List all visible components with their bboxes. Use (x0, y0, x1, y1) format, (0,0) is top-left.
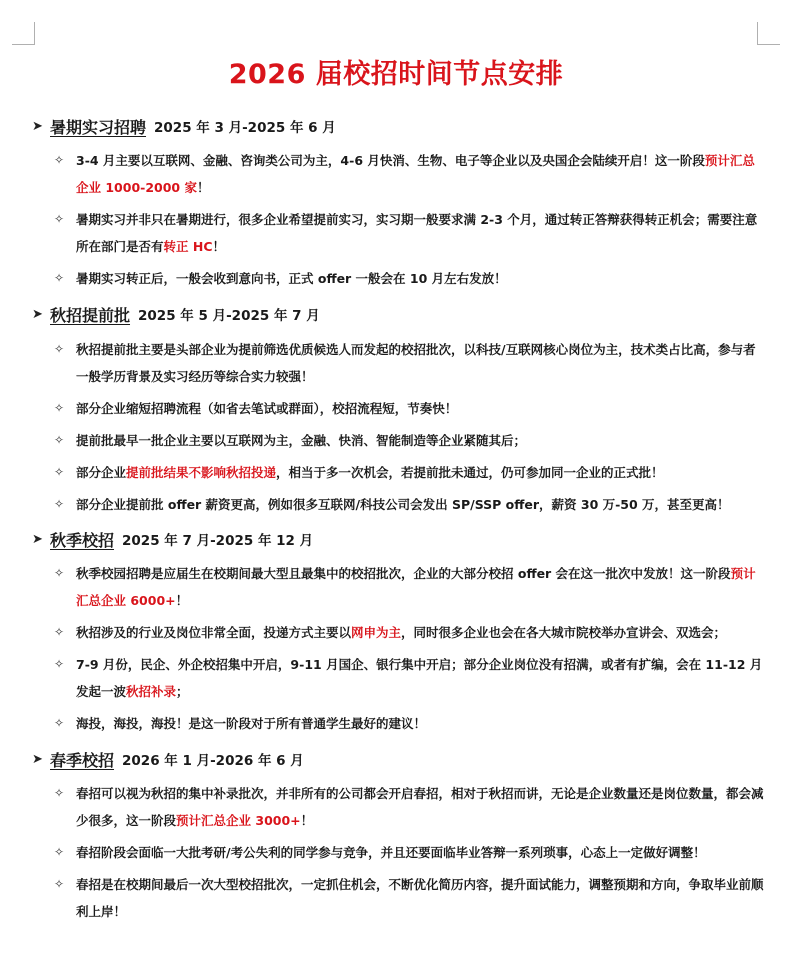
item-text: 春招是在校期间最后一次大型校招批次，一定抓住机会，不断优化简历内容，提升面试能力，调整预期和方向，争取毕业前顺利上岸！ (76, 877, 764, 919)
item-text: 提前批最早一批企业主要以互联网为主，金融、快消、智能制造等企业紧随其后； (76, 433, 527, 448)
arrow-bullet-icon: ➤ (32, 751, 43, 767)
section-heading (32, 114, 764, 138)
section-items (32, 560, 764, 737)
item-text-tail: ，相当于多一次机会，若提前批未通过，仍可参加同一企业的正式批！ (276, 465, 664, 480)
section-heading (32, 302, 764, 326)
item-text: 秋招涉及的行业及岗位非常全面，投递方式主要以 (76, 625, 352, 640)
item-text-tail: ！ (196, 180, 210, 195)
list-item (32, 147, 764, 201)
item-text: 秋季校园招聘是应届生在校期间最大型且最集中的校招批次，企业的大部分校招 offer 会在这一批次中发放！这一阶段 (76, 566, 731, 581)
item-text: 春招可以视为秋招的集中补录批次，并非所有的公司都会开启春招，相对于秋招而讲，无论是企业数量还是岗位数量，都会减少很多，这一阶段 (76, 786, 764, 828)
item-text-tail: ，同时很多企业也会在各大城市院校举办宣讲会、双选会； (401, 625, 727, 640)
list-item (32, 839, 764, 866)
item-text: 海投，海投，海投！是这一阶段对于所有普通学生最好的建议！ (76, 716, 427, 731)
section-date-range: 2025 年 3 月-2025 年 6 月 (154, 120, 336, 136)
item-text: 暑期实习转正后，一般会收到意向书，正式 offer 一般会在 10 月左右发放！ (76, 271, 507, 286)
diamond-bullet-icon: ✧ (54, 497, 65, 511)
page-corner-mark-right (757, 22, 780, 45)
diamond-bullet-icon: ✧ (54, 212, 65, 226)
list-item (32, 560, 764, 614)
diamond-bullet-icon: ✧ (54, 153, 65, 167)
list-item (32, 459, 764, 486)
section-spring-recruitment (32, 747, 764, 925)
list-item (32, 710, 764, 737)
item-highlight: 预计汇总企业 1000-2000 家 (76, 153, 755, 195)
section-date-range: 2025 年 7 月-2025 年 12 月 (122, 533, 314, 549)
diamond-bullet-icon: ✧ (54, 786, 65, 800)
arrow-bullet-icon: ➤ (32, 531, 43, 547)
list-item (32, 265, 764, 292)
arrow-bullet-icon: ➤ (32, 118, 43, 134)
section-heading (32, 527, 764, 551)
section-items (32, 147, 764, 292)
list-item (32, 491, 764, 518)
diamond-bullet-icon: ✧ (54, 625, 65, 639)
item-text-tail: ！ (300, 813, 314, 828)
list-item (32, 336, 764, 390)
item-highlight: 预计汇总企业 6000+ (76, 566, 756, 608)
list-item (32, 395, 764, 422)
item-text: 部分企业提前批 offer 薪资更高，例如很多互联网/科技公司会发出 SP/SSP offer，薪资 30 万-50 万，甚至更高！ (76, 497, 730, 512)
item-highlight: 转正 HC (163, 239, 213, 254)
item-highlight: 秋招补录 (126, 684, 177, 699)
arrow-bullet-icon: ➤ (32, 306, 43, 322)
section-items (32, 336, 764, 518)
list-item (32, 651, 764, 705)
item-highlight: 网申为主 (351, 625, 402, 640)
page-corner-mark-left (12, 22, 35, 45)
diamond-bullet-icon: ✧ (54, 342, 65, 356)
list-item (32, 206, 764, 260)
list-item (32, 780, 764, 834)
diamond-bullet-icon: ✧ (54, 877, 65, 891)
diamond-bullet-icon: ✧ (54, 465, 65, 479)
list-item (32, 871, 764, 925)
diamond-bullet-icon: ✧ (54, 566, 65, 580)
item-text: 暑期实习并非只在暑期进行，很多企业希望提前实习，实习期一般要求满 2-3 个月，通过转正答辩获得转正机会；需要注意所在部门是否有 (76, 212, 758, 254)
item-text: 3-4 月主要以互联网、金融、咨询类公司为主，4-6 月快消、生物、电子等企业以及央国企会陆续开启！这一阶段 (76, 153, 705, 168)
list-item (32, 427, 764, 454)
item-text: 部分企业 (76, 465, 127, 480)
item-highlight: 提前批结果不影响秋招投递 (126, 465, 277, 480)
section-autumn-early-batch (32, 302, 764, 518)
section-name: 秋招提前批 (50, 305, 131, 325)
item-text: 春招阶段会面临一大批考研/考公失利的同学参与竞争，并且还要面临毕业答辩一系列琐事，心态上一定做好调整！ (76, 845, 706, 860)
diamond-bullet-icon: ✧ (54, 657, 65, 671)
diamond-bullet-icon: ✧ (54, 716, 65, 730)
diamond-bullet-icon: ✧ (54, 433, 65, 447)
section-summer-internship (32, 114, 764, 292)
section-items (32, 780, 764, 925)
item-text-tail: ！ (212, 239, 226, 254)
section-name: 春季校招 (50, 750, 115, 770)
section-name: 秋季校招 (50, 530, 115, 550)
item-text: 秋招提前批主要是头部企业为提前筛选优质候选人而发起的校招批次，以科技/互联网核心岗位为主，技术类占比高，参与者一般学历背景及实习经历等综合实力较强！ (76, 342, 756, 384)
section-autumn-recruitment (32, 527, 764, 737)
item-text: 7-9 月份，民企、外企校招集中开启，9-11 月国企、银行集中开启；部分企业岗位没有招满，或者有扩编，会在 11-12 月发起一波 (76, 657, 763, 699)
section-name: 暑期实习招聘 (50, 117, 147, 137)
item-text-tail: ！ (175, 593, 189, 608)
list-item (32, 619, 764, 646)
diamond-bullet-icon: ✧ (54, 845, 65, 859)
section-date-range: 2025 年 5 月-2025 年 7 月 (138, 308, 320, 324)
item-text: 部分企业缩短招聘流程（如省去笔试或群面），校招流程短，节奏快！ (76, 401, 458, 416)
section-date-range: 2026 年 1 月-2026 年 6 月 (122, 753, 304, 769)
page-title: 2026 届校招时间节点安排 (228, 59, 564, 90)
diamond-bullet-icon: ✧ (54, 401, 65, 415)
item-text-tail: ； (176, 684, 189, 699)
diamond-bullet-icon: ✧ (54, 271, 65, 285)
item-highlight: 预计汇总企业 3000+ (176, 813, 301, 828)
section-heading (32, 747, 764, 771)
